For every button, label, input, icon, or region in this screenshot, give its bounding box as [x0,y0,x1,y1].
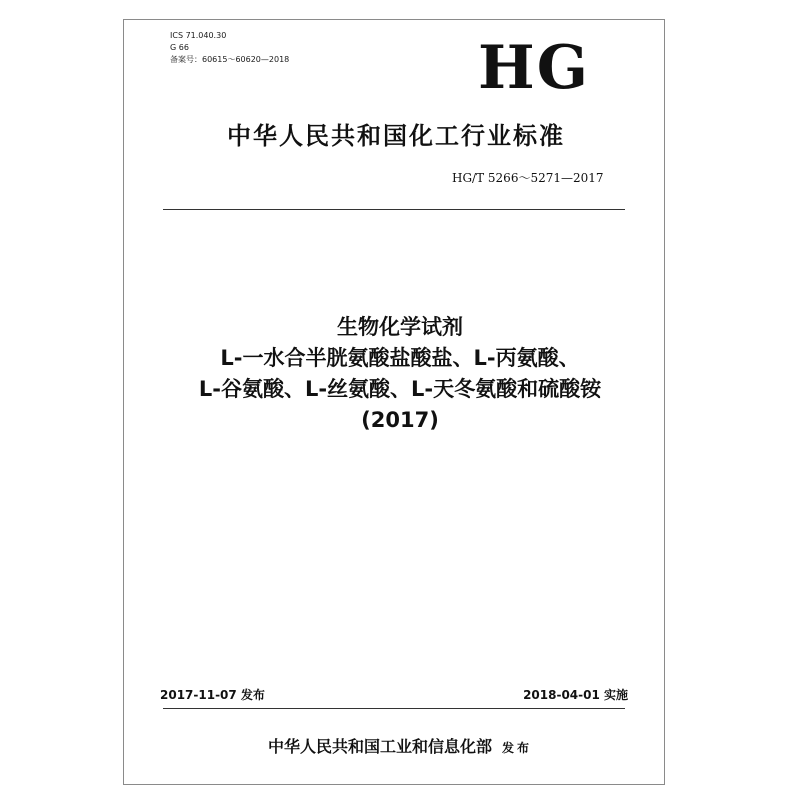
classification-code: G 66 [170,43,189,52]
implementation-date: 2018-04-01 实施 [523,688,628,702]
filing-number: 备案号：60615～60620—2018 [170,55,290,64]
document-title-line-3: L-谷氨酸、L-丝氨酸、L-天冬氨酸和硫酸铵 [198,377,602,401]
ics-code: ICS 71.040.30 [170,31,227,40]
cover-metadata [170,30,289,66]
date-row [160,686,628,704]
top-divider [163,209,625,210]
publisher-name: 中华人民共和国工业和信息化部 [267,737,492,756]
standard-title: 中华人民共和国化工行业标准 [227,122,565,150]
hg-logo: HG [478,33,590,103]
document-title [150,312,650,436]
document-title-line-1: 生物化学试剂 [337,315,463,339]
document-title-year: (2017) [361,408,439,432]
publisher-suffix: 发布 [502,741,533,755]
publisher [150,734,650,757]
standard-number: HG/T 5266～5271—2017 [452,171,604,185]
bottom-divider [163,708,625,709]
document-title-line-2: L-一水合半胱氨酸盐酸盐、L-丙氨酸、 [220,346,580,370]
issue-date: 2017-11-07 发布 [160,688,265,702]
